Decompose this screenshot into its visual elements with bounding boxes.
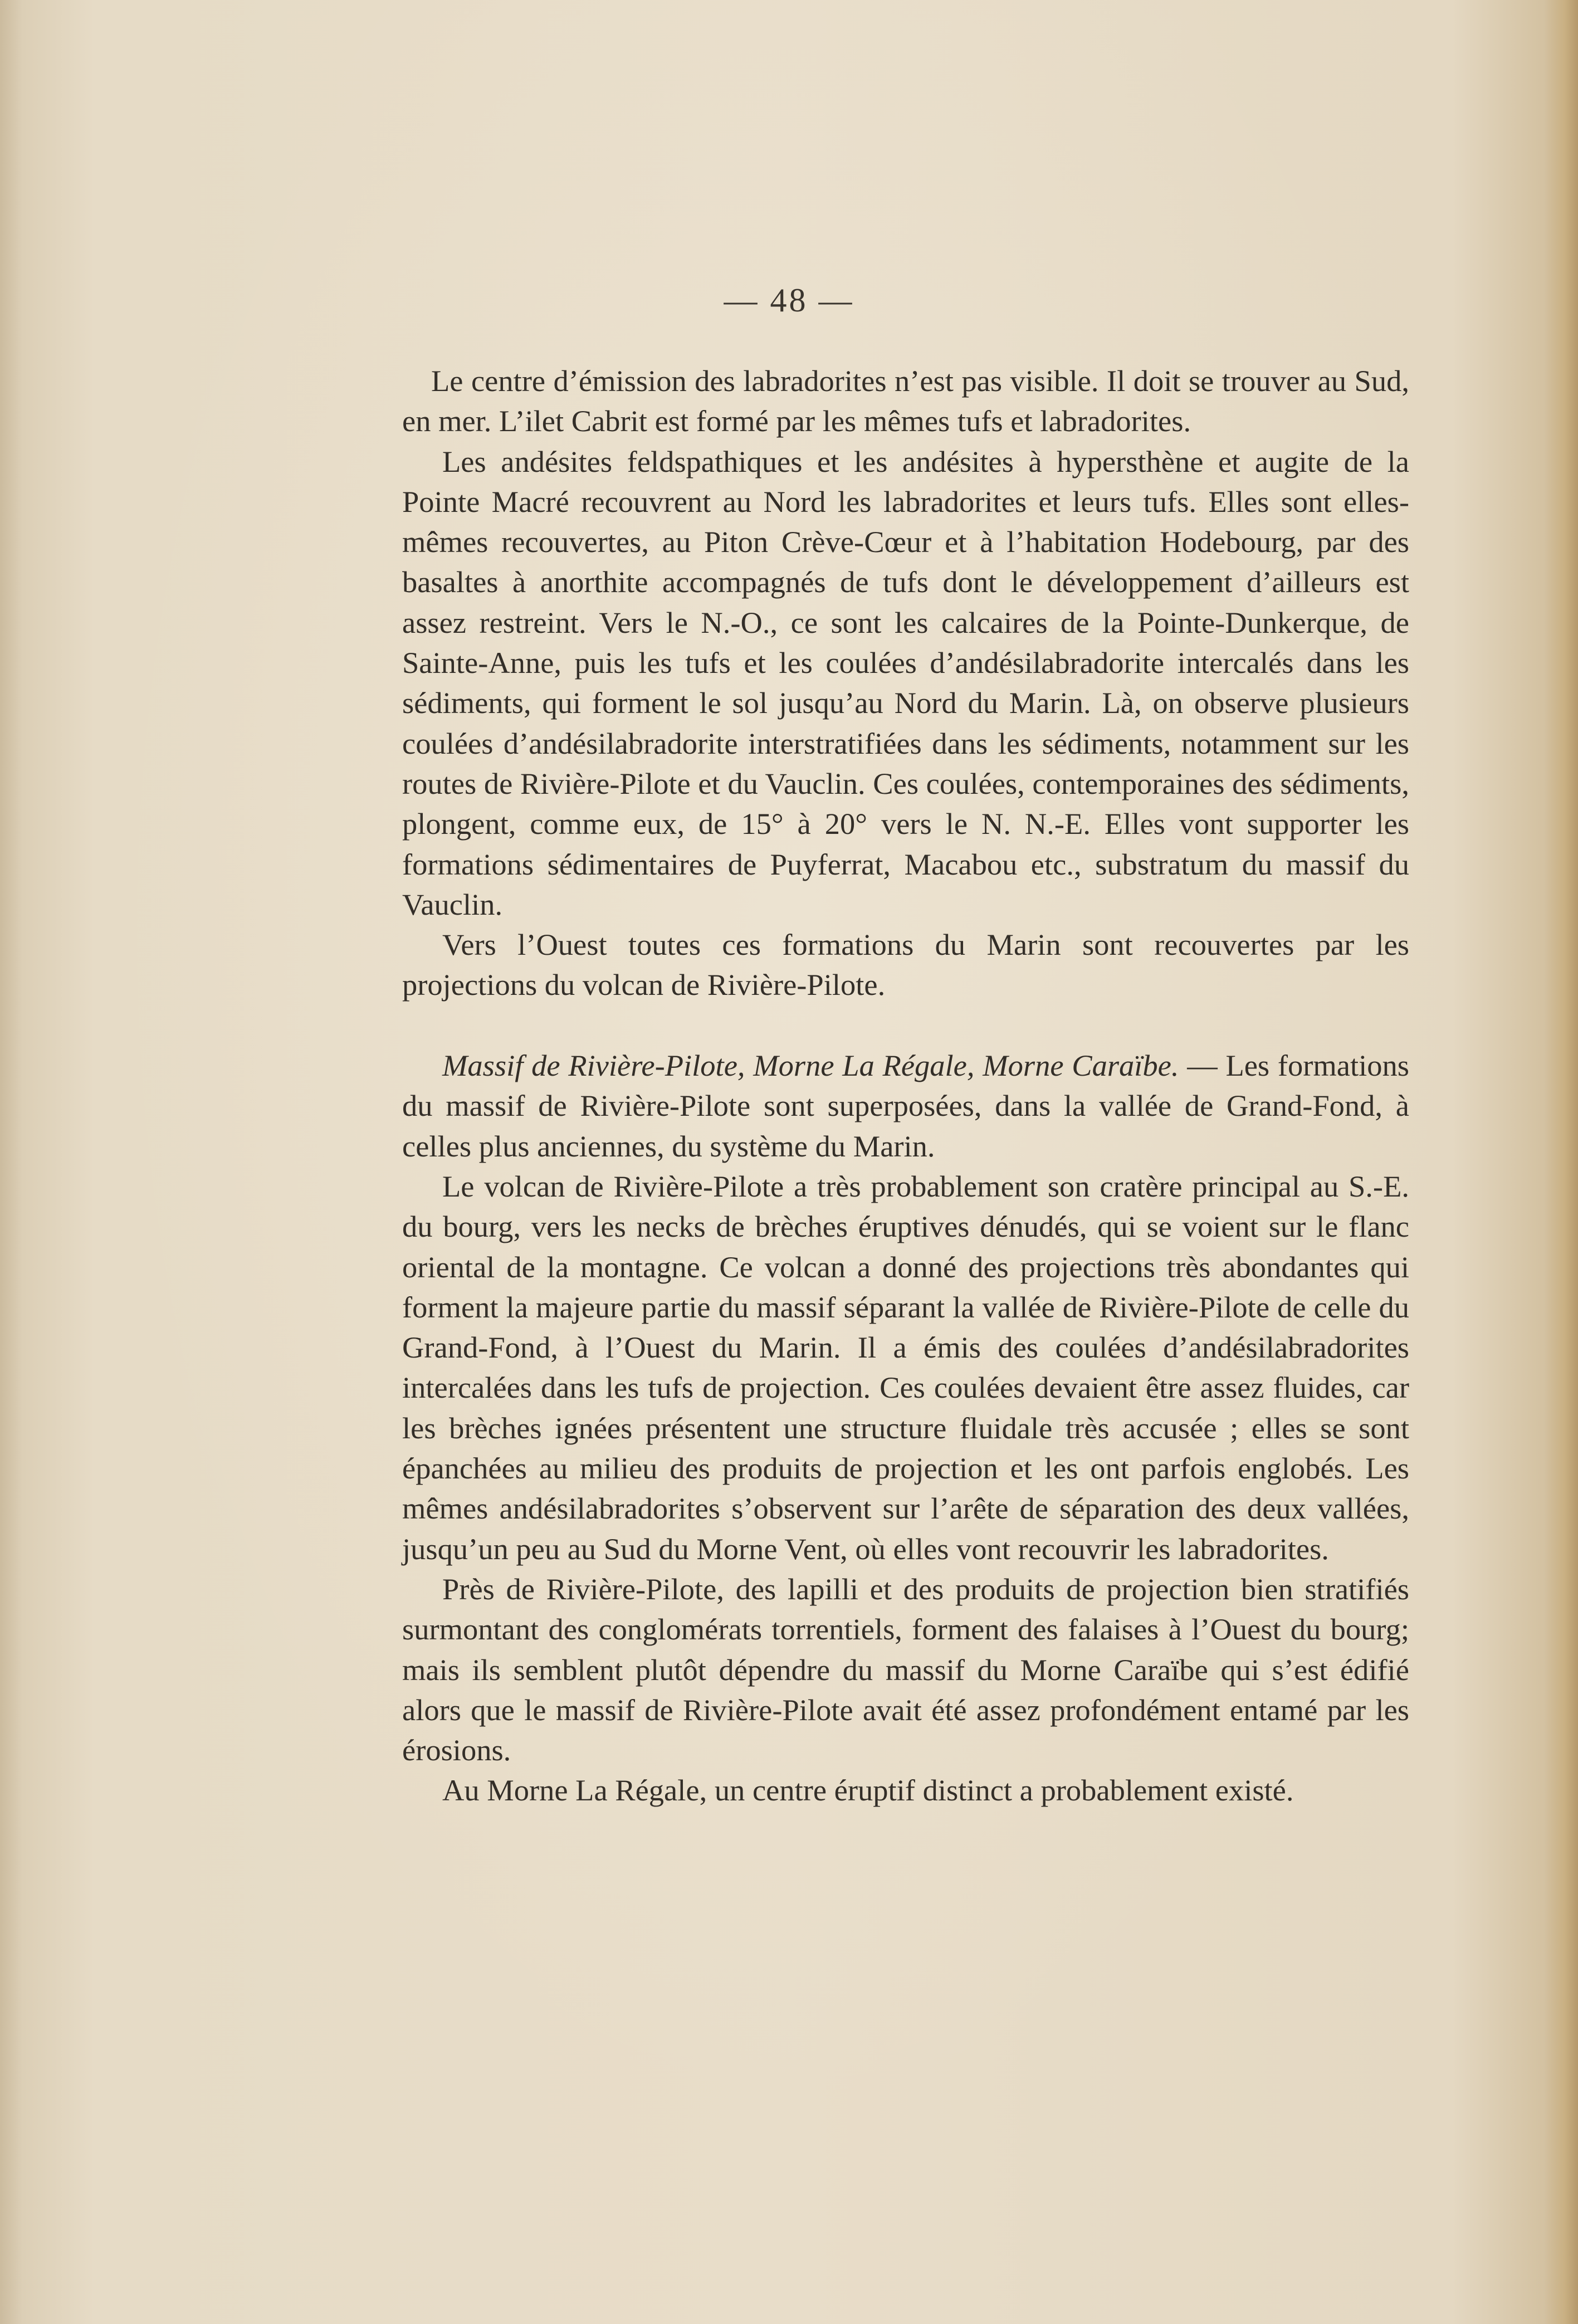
- paragraph-emission-center: Le centre d’émission des labradorites n’est pas visible. Il doit se trouver au Sud, en mer. L’ilet Cabrit est formé par les mêmes tufs et labradorites.: [402, 364, 1409, 438]
- paragraph-west-formations: Vers l’Ouest toutes ces formations du Marin sont recouvertes par les projections du volcan de Rivière-Pilote.: [402, 927, 1409, 1002]
- paragraph-volcano-crater: Le volcan de Rivière-Pilote a très probablement son cratère principal au S.-E. du bourg, vers les necks de brèches éruptives dénudés, qui se voient sur le flanc oriental de la montagne. Ce volcan a donné des projections très abondantes qui forment la majeure partie du massif séparant la vallée de Rivière-Pilote de celle du Grand-Fond, à l’Ouest du Marin. Il a émis des coulées d’andésilabradorites intercalées dans les tufs de projection. Ces coulées devaient être assez fluides, car les brèches ignées présentent une structure fluidale très accusée ; elles se sont épanchées au milieu des produits de projection et les ont parfois englobés. Les mêmes andésilabradorites s’observent sur l’arête de séparation des deux vallées, jusqu’un peu au Sud du Morne Vent, où elles vont recouvrir les labradorites.: [402, 1169, 1409, 1566]
- paragraph-andesites: Les andésites feldspathiques et les andésites à hypersthène et augite de la Pointe Macré recouvrent au Nord les labradorites et leurs tufs. Elles sont elles-mêmes recouvertes, au Piton Crève-Cœur et à l’habitation Hodebourg, par des basaltes à anorthite accompagnés de tufs dont le développement d’ailleurs est assez restreint. Vers le N.-O., ce sont les calcaires de la Pointe-Dunkerque, de Sainte-Anne, puis les tufs et les coulées d’andésilabradorite intercalés dans les sédiments, qui forment le sol jusqu’au Nord du Marin. Là, on observe plusieurs coulées d’andésilabradorite interstratifiées dans les sédiments, notamment sur les routes de Rivière-Pilote et du Vauclin. Ces coulées, contemporaines des sédiments, plongent, comme eux, de 15° à 20° vers le N. N.-E. Elles vont supporter les formations sédimentaires de Puyferrat, Macabou etc., substratum du massif du Vauclin.: [402, 444, 1409, 921]
- paragraph-lapilli: Près de Rivière-Pilote, des lapilli et des produits de projection bien stratifiés surmontant des conglomérats torrentiels, forment des falaises à l’Ouest du bourg; mais ils semblent plutôt dépendre du massif du Morne Caraïbe qui s’est édifié alors que le massif de Rivière-Pilote avait été assez profondément entamé par les érosions.: [402, 1571, 1409, 1768]
- section-intro-text: — Les formations du massif de Rivière-Pilote sont superposées, dans la vallée de Grand-Fond, à celles plus anciennes, du système du Marin.: [402, 1048, 1409, 1163]
- section-heading: Massif de Rivière-Pilote, Morne La Régale, Morne Caraïbe.: [442, 1048, 1179, 1083]
- body-text: [402, 361, 1409, 1811]
- page-number: — 48 —: [724, 282, 854, 319]
- page-right-stain: [1545, 0, 1578, 2324]
- page-left-shadow: [0, 0, 22, 2324]
- paragraph-massif-riviere-pilote: [402, 1046, 1409, 1166]
- paragraph-morne-la-regale: Au Morne La Régale, un centre éruptif distinct a probablement existé.: [442, 1773, 1294, 1808]
